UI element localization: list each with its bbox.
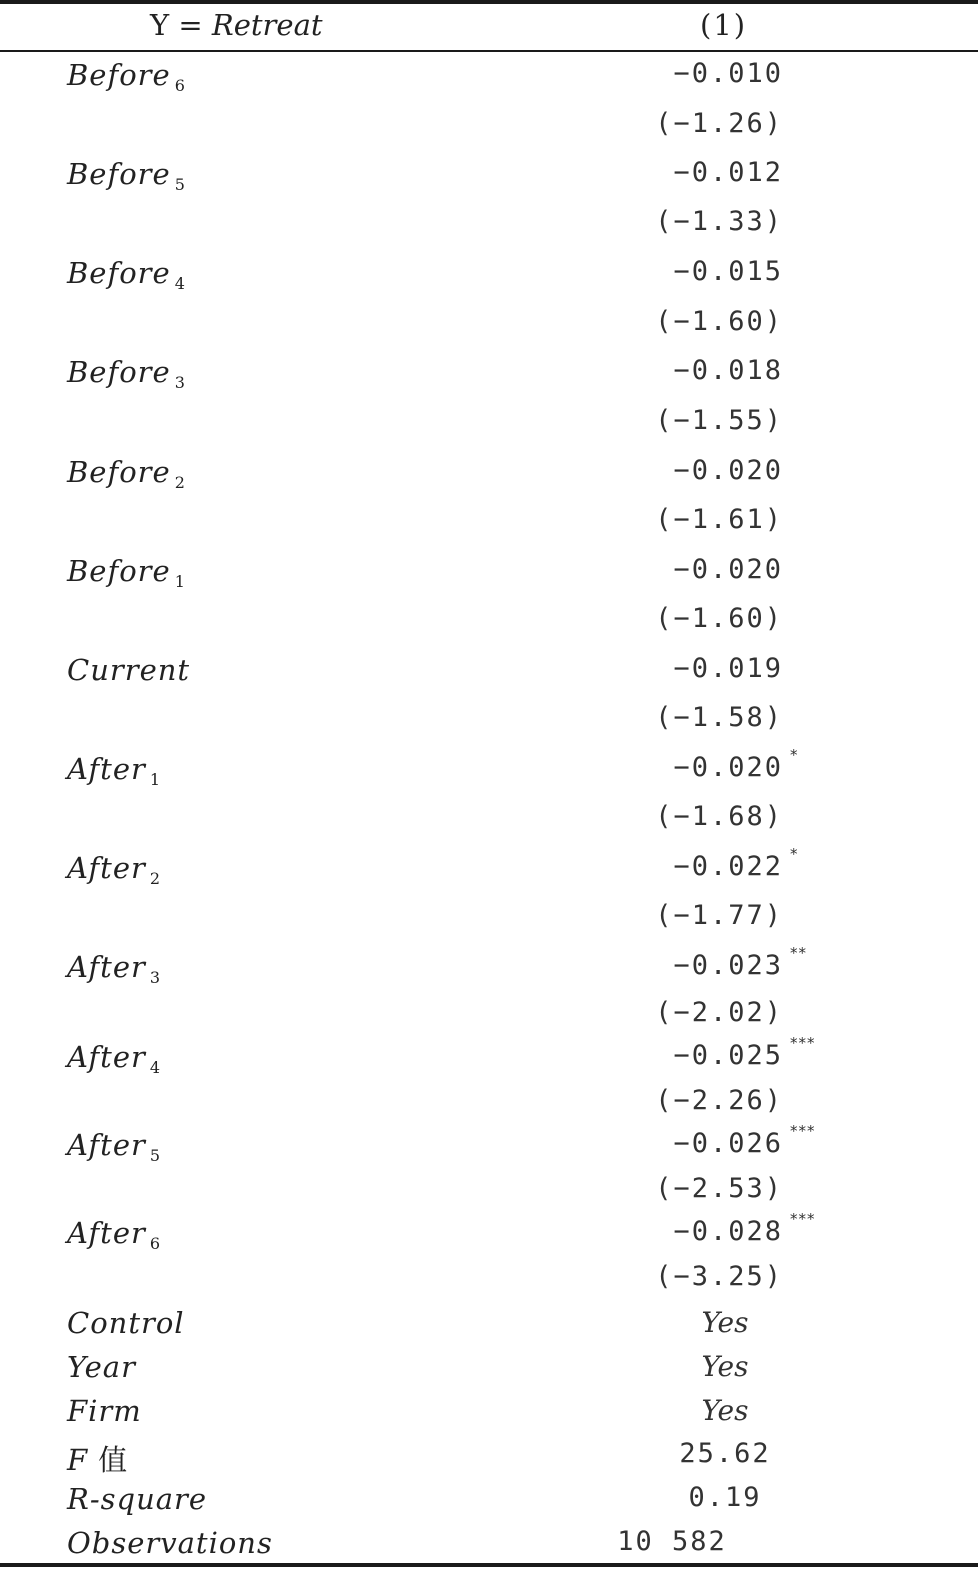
row-label: Before $_3$ xyxy=(67,355,185,392)
t-statistic: (−1.33) xyxy=(655,206,783,237)
year-label: Year xyxy=(67,1350,136,1384)
top-rule xyxy=(0,0,978,4)
table-row-coef xyxy=(0,1034,978,1080)
header-rule xyxy=(0,50,978,52)
t-statistic: (−2.02) xyxy=(655,997,783,1028)
significance-stars: * xyxy=(790,845,799,863)
observations-value: 10 582 xyxy=(617,1526,727,1557)
table-row-tstat xyxy=(0,108,978,148)
header-dependent-variable xyxy=(150,8,323,42)
t-statistic: (−1.26) xyxy=(655,108,783,139)
coefficient: −0.010 xyxy=(673,58,783,89)
bottom-rule xyxy=(0,1563,978,1567)
coefficient: −0.022 xyxy=(673,851,783,882)
t-statistic: (−1.68) xyxy=(655,801,783,832)
row-label: After $_5$ xyxy=(67,1128,161,1165)
t-statistic: (−1.58) xyxy=(655,702,783,733)
table-row-tstat xyxy=(0,801,978,841)
significance-stars: *** xyxy=(790,1034,816,1052)
year-value: Yes xyxy=(701,1350,749,1383)
table-row-tstat xyxy=(0,900,978,940)
table-row-tstat xyxy=(0,405,978,445)
coefficient: −0.020 xyxy=(673,554,783,585)
table-row-observations xyxy=(0,1526,978,1566)
firm-value: Yes xyxy=(701,1394,749,1427)
significance-stars: *** xyxy=(790,1210,816,1228)
table-row-control xyxy=(0,1306,978,1346)
table-row-year xyxy=(0,1350,978,1390)
row-label: Before $_6$ xyxy=(67,58,185,95)
table-row-tstat xyxy=(0,1085,978,1125)
row-label: After $_2$ xyxy=(67,851,161,888)
coefficient: −0.012 xyxy=(673,157,783,188)
t-statistic: (−2.26) xyxy=(655,1085,783,1116)
row-label: After $_6$ xyxy=(67,1216,161,1253)
t-statistic: (−1.60) xyxy=(655,603,783,634)
firm-label: Firm xyxy=(67,1394,142,1428)
f-value: 25.62 xyxy=(679,1438,771,1469)
table-row-coef xyxy=(0,1122,978,1168)
table-row-r-square xyxy=(0,1482,978,1522)
table-row-coef xyxy=(0,157,978,197)
row-label: Before $_2$ xyxy=(67,455,185,492)
table-row-tstat xyxy=(0,1261,978,1301)
table-row-tstat xyxy=(0,997,978,1037)
header-column-1: (1) xyxy=(700,8,748,42)
coefficient: −0.020 xyxy=(673,752,783,783)
table-row-tstat xyxy=(0,504,978,544)
row-label: Before $_5$ xyxy=(67,157,185,194)
coefficient: −0.023 xyxy=(673,950,783,981)
t-statistic: (−1.61) xyxy=(655,504,783,535)
table-row-tstat xyxy=(0,702,978,742)
table-row-coef xyxy=(0,944,978,990)
coefficient: −0.015 xyxy=(673,256,783,287)
row-label: After $_4$ xyxy=(67,1040,161,1077)
header-y-var: Retreat xyxy=(211,8,323,42)
table-row-coef xyxy=(0,1210,978,1256)
row-label: Before $_1$ xyxy=(67,554,185,591)
row-label: After $_3$ xyxy=(67,950,161,987)
t-statistic: (−2.53) xyxy=(655,1173,783,1204)
table-row-tstat xyxy=(0,1173,978,1213)
table-row-coef xyxy=(0,355,978,395)
row-label: Before $_4$ xyxy=(67,256,185,293)
significance-stars: ** xyxy=(790,944,807,962)
coefficient: −0.028 xyxy=(673,1216,783,1247)
significance-stars: *** xyxy=(790,1122,816,1140)
row-label: After $_1$ xyxy=(67,752,161,789)
table-row-tstat xyxy=(0,306,978,346)
header-y-label: Y = xyxy=(150,8,212,42)
table-row-coef xyxy=(0,256,978,296)
significance-stars: * xyxy=(790,746,799,764)
table-row-tstat xyxy=(0,603,978,643)
row-label: Current xyxy=(67,653,191,687)
coefficient: −0.018 xyxy=(673,355,783,386)
coefficient: −0.025 xyxy=(673,1040,783,1071)
table-row-coef xyxy=(0,58,978,98)
table-row-coef xyxy=(0,455,978,495)
t-statistic: (−3.25) xyxy=(655,1261,783,1292)
table-row-coef xyxy=(0,746,978,792)
t-statistic: (−1.55) xyxy=(655,405,783,436)
table-row-coef xyxy=(0,653,978,693)
f-value-label: F 值 xyxy=(67,1443,129,1477)
table-row-tstat xyxy=(0,206,978,246)
control-value: Yes xyxy=(701,1306,749,1339)
coefficient: −0.026 xyxy=(673,1128,783,1159)
observations-label: Observations xyxy=(67,1526,273,1560)
table-row-f-value xyxy=(0,1438,978,1478)
r-square-label: R-square xyxy=(67,1482,208,1516)
coefficient: −0.019 xyxy=(673,653,783,684)
r-square-value: 0.19 xyxy=(688,1482,762,1513)
coefficient: −0.020 xyxy=(673,455,783,486)
table-row-coef xyxy=(0,554,978,594)
t-statistic: (−1.60) xyxy=(655,306,783,337)
control-label: Control xyxy=(67,1306,185,1340)
table-row-firm xyxy=(0,1394,978,1434)
t-statistic: (−1.77) xyxy=(655,900,783,931)
table-row-coef xyxy=(0,845,978,891)
